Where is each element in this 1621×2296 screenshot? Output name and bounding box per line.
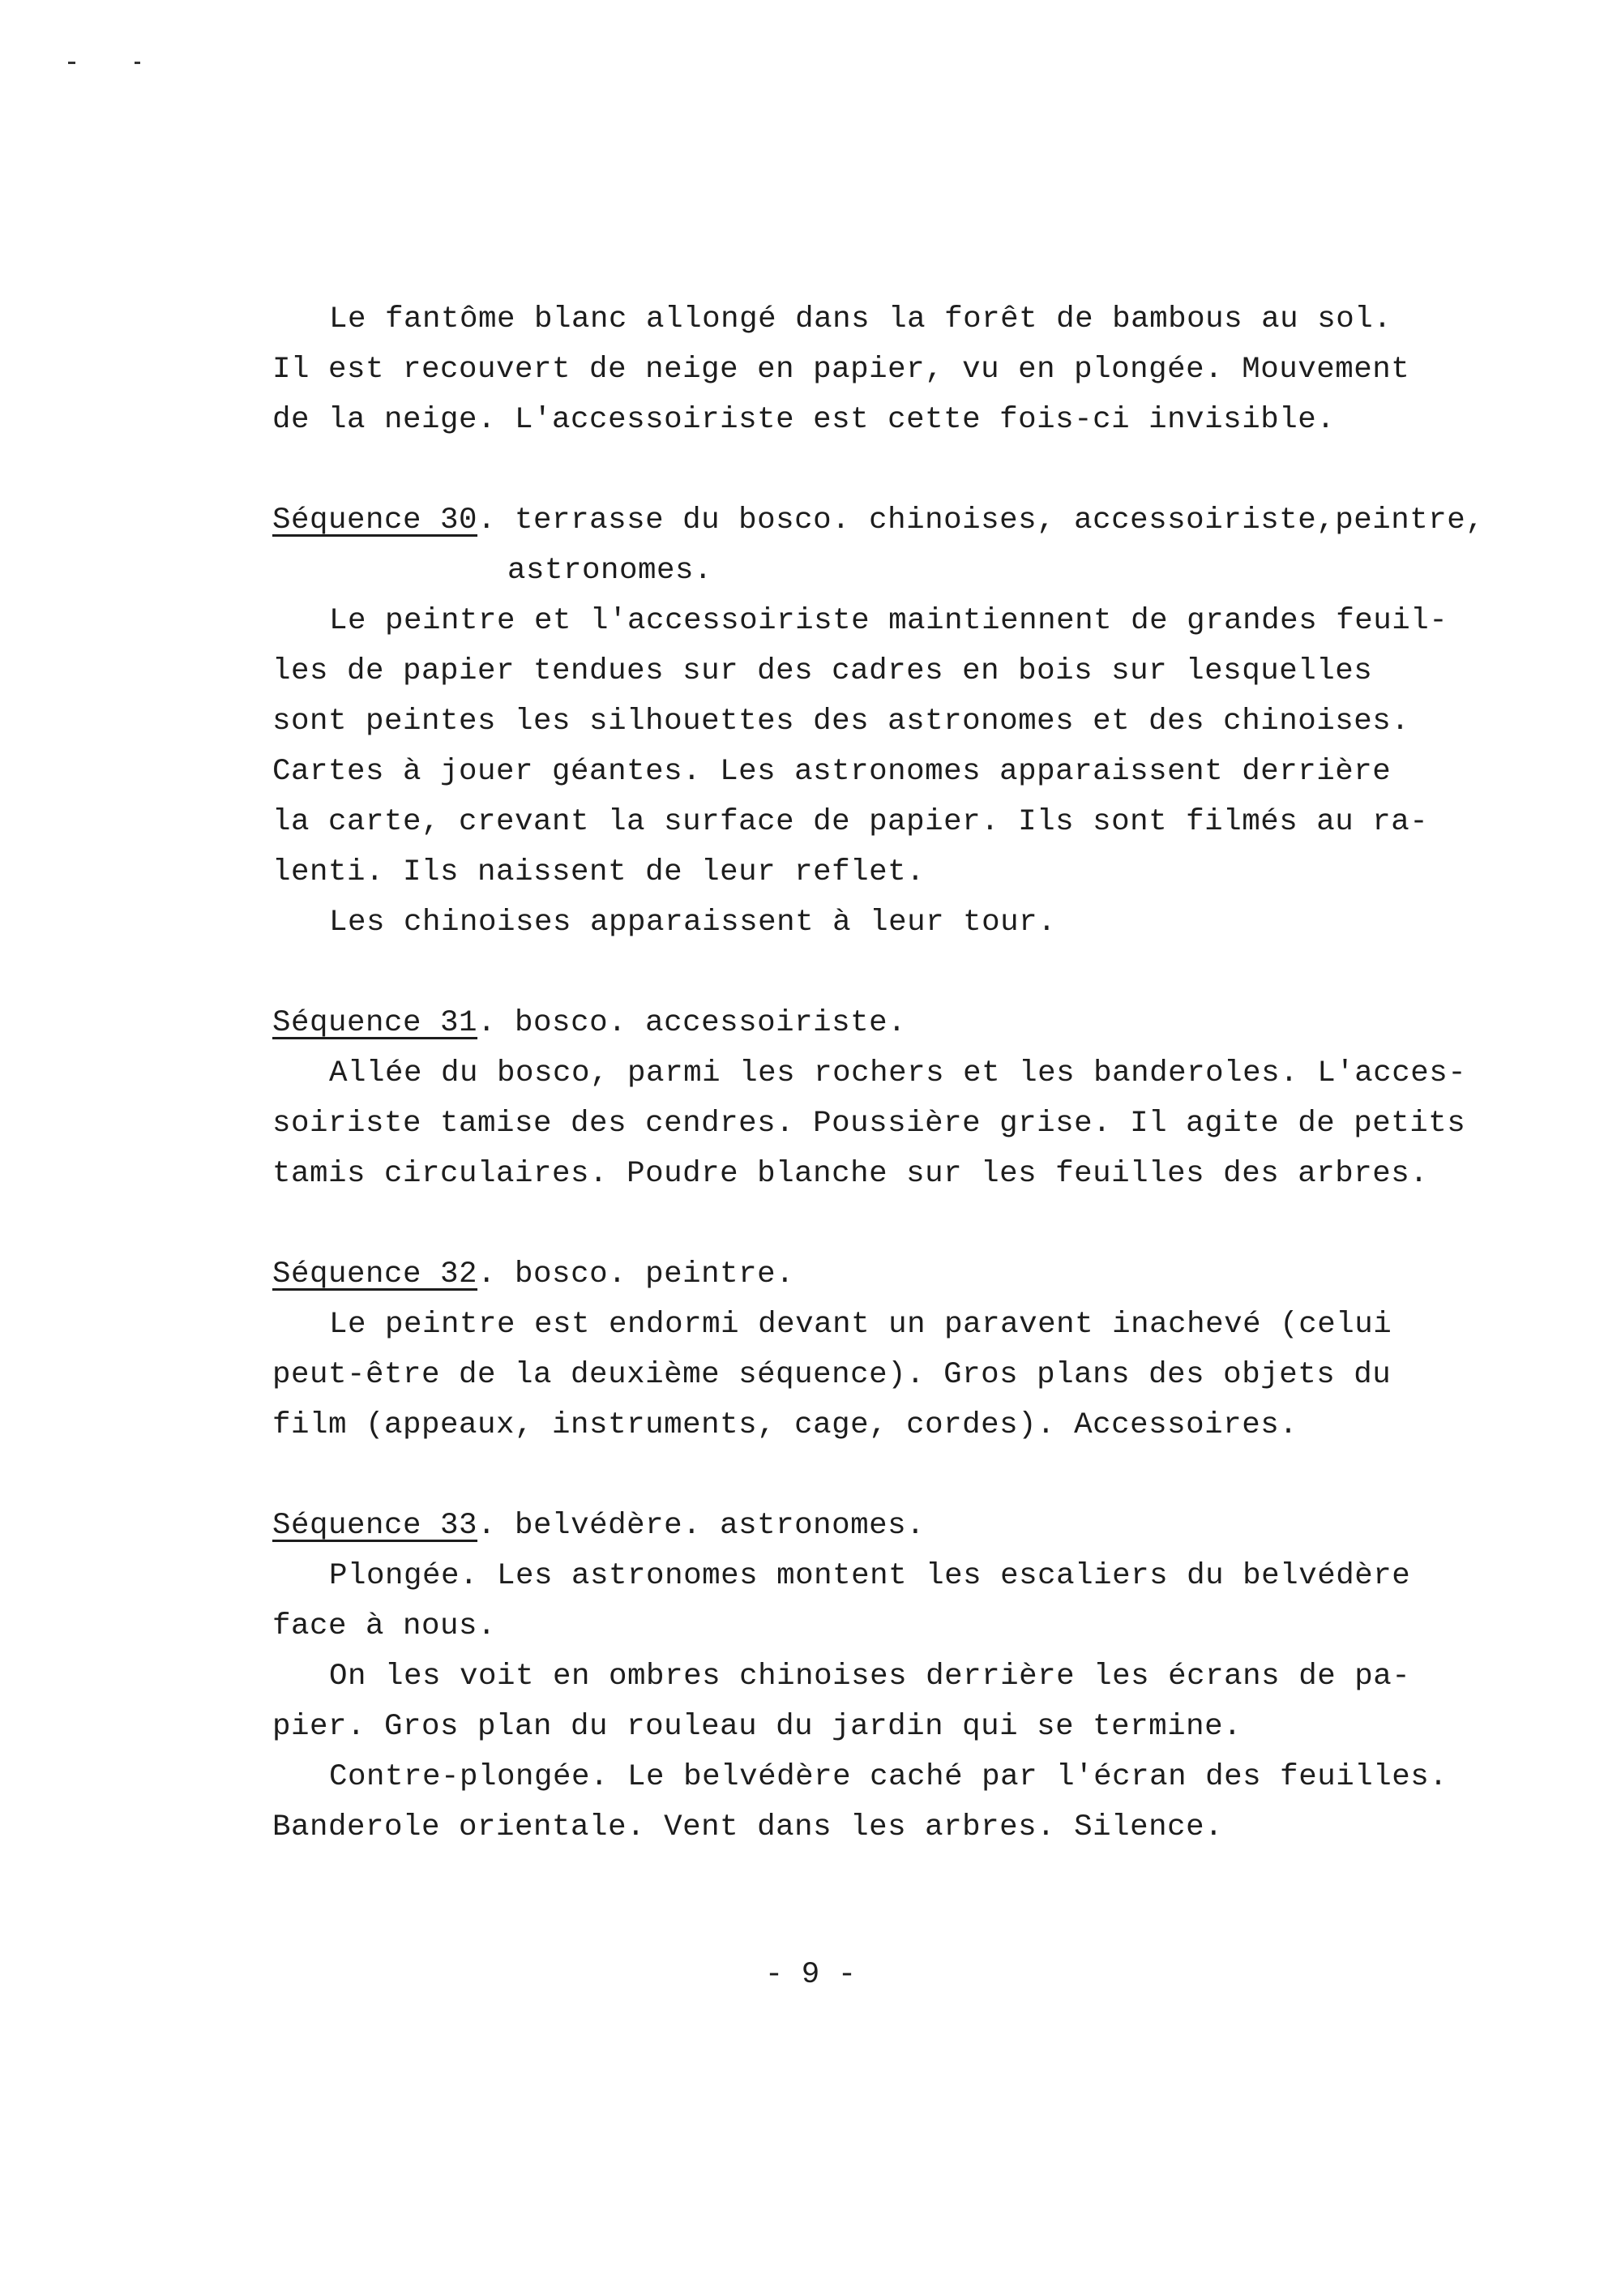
sequence-cast-continuation: astronomes. xyxy=(507,554,713,588)
sequence-33-line: face à nous. xyxy=(272,1609,497,1643)
sequence-heading: Séquence 31 xyxy=(272,1006,478,1040)
sequence-heading: Séquence 33 xyxy=(272,1509,478,1543)
sequence-31-line: Allée du bosco, parmi les rochers et les banderoles. L'acces- xyxy=(329,1056,1467,1090)
sequence-30-heading-line xyxy=(272,501,1484,540)
sequence-cast: . belvédère. astronomes. xyxy=(477,1509,926,1543)
intro-line: de la neige. L'accessoiriste est cette fois-ci invisible. xyxy=(272,403,1336,437)
sequence-30-line: lenti. Ils naissent de leur reflet. xyxy=(272,855,926,889)
sequence-30-line: les de papier tendues sur des cadres en bois sur lesquelles xyxy=(272,654,1373,688)
sequence-cast: . terrasse du bosco. chinoises, accessoiriste,peintre, xyxy=(477,503,1485,538)
intro-line: Il est recouvert de neige en papier, vu en plongée. Mouvement xyxy=(272,353,1410,387)
sequence-33-line: Plongée. Les astronomes montent les escaliers du belvédère xyxy=(329,1559,1411,1593)
sequence-31-line: tamis circulaires. Poudre blanche sur les feuilles des arbres. xyxy=(272,1157,1429,1191)
sequence-30-line: Cartes à jouer géantes. Les astronomes apparaissent derrière xyxy=(272,755,1392,789)
sequence-33-heading-line xyxy=(272,1506,925,1545)
sequence-30-line: Le peintre et l'accessoiriste maintiennent de grandes feuil- xyxy=(329,604,1448,638)
sequence-31-heading-line xyxy=(272,1004,906,1043)
sequence-32-line: Le peintre est endormi devant un paravent inachevé (celui xyxy=(329,1308,1392,1342)
sequence-33-line: Contre-plongée. Le belvédère caché par l'écran des feuilles. xyxy=(329,1760,1448,1794)
sequence-heading: Séquence 32 xyxy=(272,1257,478,1292)
sequence-32-line: peut-être de la deuxième séquence). Gros plans des objets du xyxy=(272,1358,1392,1392)
scan-mark xyxy=(135,62,140,64)
sequence-32-heading-line xyxy=(272,1255,794,1294)
scan-mark xyxy=(68,62,75,64)
intro-line: Le fantôme blanc allongé dans la forêt de bambous au sol. xyxy=(329,302,1392,336)
sequence-cast: . bosco. accessoiriste. xyxy=(477,1006,907,1040)
sequence-32-line: film (appeaux, instruments, cage, cordes). Accessoires. xyxy=(272,1408,1298,1442)
page-number: - 9 - xyxy=(764,1958,857,1992)
sequence-cast: . bosco. peintre. xyxy=(477,1257,795,1292)
sequence-33-line: pier. Gros plan du rouleau du jardin qui se termine. xyxy=(272,1710,1242,1744)
sequence-31-line: soiriste tamise des cendres. Poussière grise. Il agite de petits xyxy=(272,1107,1466,1141)
sequence-heading: Séquence 30 xyxy=(272,503,478,538)
sequence-30-line: la carte, crevant la surface de papier. Ils sont filmés au ra- xyxy=(272,805,1429,839)
sequence-33-line: On les voit en ombres chinoises derrière les écrans de pa- xyxy=(329,1660,1411,1694)
sequence-30-line: sont peintes les silhouettes des astronomes et des chinoises. xyxy=(272,705,1410,739)
sequence-33-line: Banderole orientale. Vent dans les arbres. Silence. xyxy=(272,1810,1224,1844)
sequence-30-line: Les chinoises apparaissent à leur tour. xyxy=(329,906,1057,940)
